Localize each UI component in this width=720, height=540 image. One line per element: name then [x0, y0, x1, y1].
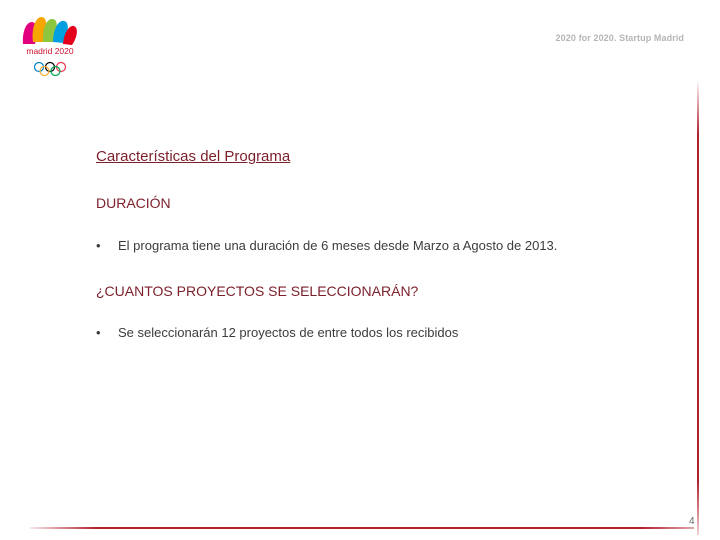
- bullet-item: [96, 238, 557, 253]
- section-heading-proyectos: ¿CUANTOS PROYECTOS SE SELECCIONARÁN?: [96, 283, 419, 299]
- madrid-2020-logo-graphic: [20, 14, 80, 76]
- slide-title: Características del Programa: [96, 148, 291, 165]
- bullet-text: Se seleccionarán 12 proyectos de entre todos los recibidos: [118, 325, 459, 340]
- madrid-2020-logo: [20, 14, 80, 76]
- bottom-divider-line: [30, 527, 694, 529]
- bullet-text: El programa tiene una duración de 6 meses desde Marzo a Agosto de 2013.: [118, 238, 558, 253]
- page-number: 4: [689, 516, 695, 527]
- right-divider-line: [697, 80, 699, 535]
- section-heading-duracion: DURACIÓN: [96, 195, 171, 211]
- bullet-icon: •: [96, 238, 101, 253]
- bullet-icon: •: [96, 325, 101, 340]
- header-tagline: 2020 for 2020. Startup Madrid: [555, 33, 684, 43]
- logo-text: madrid 2020: [26, 46, 74, 56]
- bullet-item: [96, 325, 458, 340]
